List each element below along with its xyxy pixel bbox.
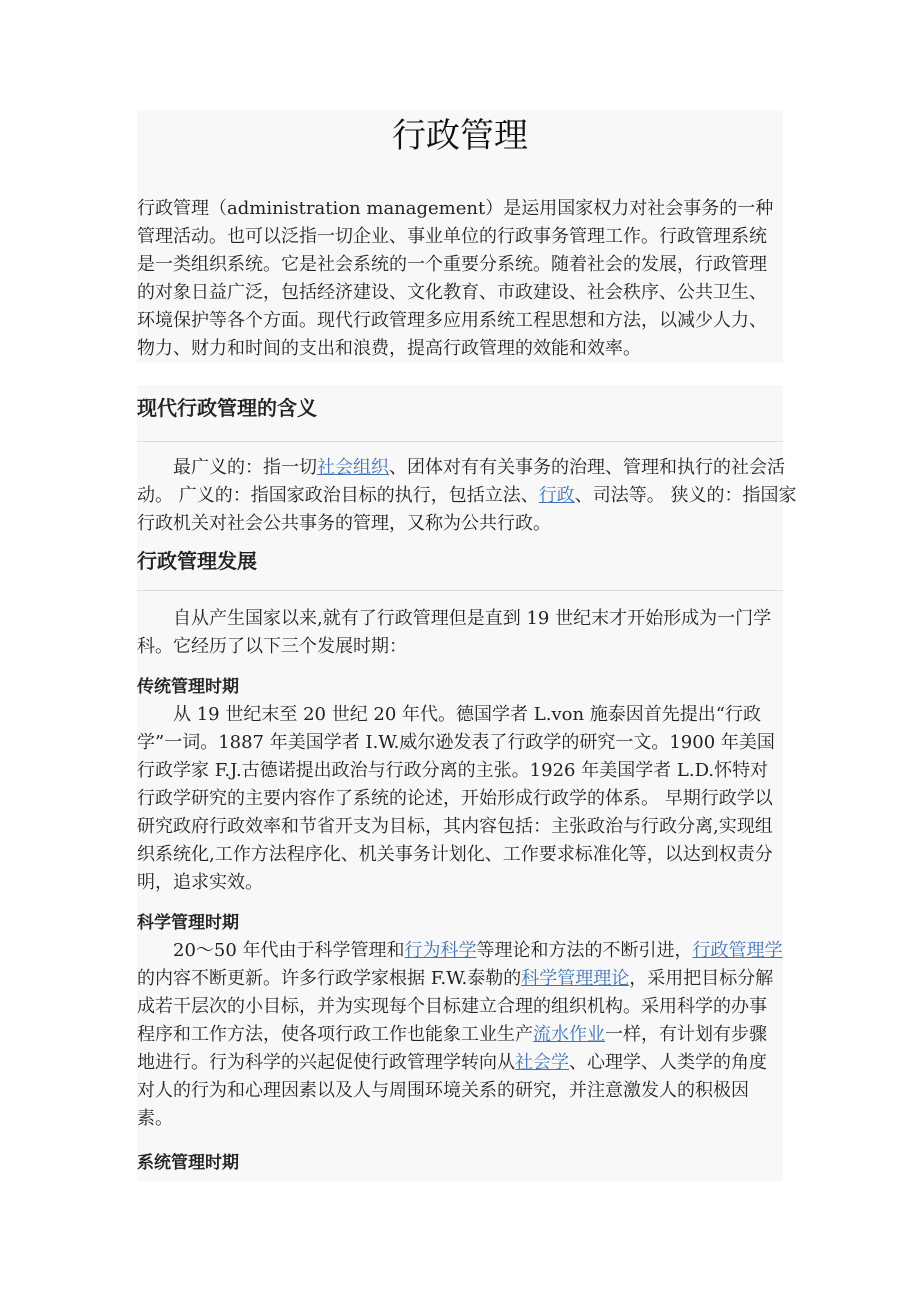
spacer xyxy=(137,897,783,909)
section-heading-block xyxy=(137,385,783,441)
period-heading-scientific: 科学管理时期 xyxy=(137,913,239,933)
scientific-text-6: 、心理学、人类学的角度对人的行为和心理因素以及人与周围环境关系的研究，并注意激发人的积极因素。 xyxy=(137,1052,767,1129)
period-heading-systems: 系统管理时期 xyxy=(137,1153,239,1173)
title-block xyxy=(137,110,783,192)
scientific-text-5: 一样，有计划有步骤地进行。行为科学的兴起促使行政管理学转向从 xyxy=(137,1024,767,1073)
section-heading-meaning: 现代行政管理的含义 xyxy=(137,396,317,420)
link-assembly-line[interactable]: 流水作业 xyxy=(533,1024,605,1045)
link-behavioral-science[interactable]: 行为科学 xyxy=(404,940,477,961)
period-heading-traditional: 传统管理时期 xyxy=(137,677,239,697)
link-scientific-management-theory[interactable]: 科学管理理论 xyxy=(521,968,630,989)
section-heading-development: 行政管理发展 xyxy=(137,549,257,573)
spacer xyxy=(137,1133,783,1149)
spacer xyxy=(137,661,783,673)
scientific-text-2: 等理论和方法的不断引进， xyxy=(476,940,693,961)
period-text-traditional: 从 19 世纪末至 20 世纪 20 年代。德国学者 L.von 施泰因首先提出“行政学”一词。1887 年美国学者 I.W.威尔逊发表了行政学的研究一文。1900 年美国行政学家 F.J.古德诺提出政治与行政分离的主张。1926 年美国学者 L.D.怀特对行政学研究的主要内容作了系统的论述，开始形成行政学的体系。 早期行政学以研究政府行政效率和节省开支为目标，其内容包括：主张政治与行政分离,实现组织系统化,工作方法程序化、机关事务计划化、工作要求标准化等，以达到权责分明，追求实效。 xyxy=(137,704,775,893)
meaning-block xyxy=(137,442,797,538)
development-block xyxy=(137,591,783,1181)
scientific-text-1: 20～50 年代由于科学管理和 xyxy=(173,940,405,961)
spacer xyxy=(137,363,783,385)
page-title: 行政管理 xyxy=(392,116,528,156)
link-administration[interactable]: 行政 xyxy=(538,485,575,506)
section-heading-block xyxy=(137,538,783,590)
document-page xyxy=(137,110,797,1181)
development-intro: 自从产生国家以来,就有了行政管理但是直到 19 世纪末才开始形成为一门学科。它经历了以下三个发展时期： xyxy=(137,608,772,657)
period-text-scientific xyxy=(137,937,783,1133)
meaning-text-3: 、司法等。 狭义的：指国家行政机关对社会公共事务的管理，又称为公共行政。 xyxy=(137,485,797,534)
scientific-text-3: 的内容不断更新。许多行政学家根据 F.W.泰勒的 xyxy=(137,968,522,989)
meaning-text-2: 、团体对有有关事务的治理、管理和执行的社会活动。 广义的：指国家政治目标的执行，包括立法、 xyxy=(137,457,785,506)
meaning-paragraph xyxy=(137,454,797,538)
link-social-organization[interactable]: 社会组织 xyxy=(317,457,389,478)
link-administration-management-studies[interactable]: 行政管理学 xyxy=(692,940,783,961)
meaning-text-1: 最广义的：指一切 xyxy=(173,457,317,478)
intro-paragraph: 行政管理（administration management）是运用国家权力对社会事务的一种管理活动。也可以泛指一切企业、事业单位的行政事务管理工作。行政管理系统是一类组织系统。它是社会系统的一个重要分系统。随着社会的发展，行政管理的对象日益广泛，包括经济建设、文化教育、市政建设、社会秩序、公共卫生、环境保护等各个方面。现代行政管理多应用系统工程思想和方法，以减少人力、物力、财力和时间的支出和浪费，提高行政管理的效能和效率。 xyxy=(137,198,774,359)
scientific-text-4: ，采用把目标分解成若干层次的小目标，并为实现每个目标建立合理的组织机构。采用科学的办事程序和工作方法，使各项行政工作也能象工业生产 xyxy=(137,968,774,1045)
intro-block xyxy=(137,192,783,363)
link-sociology[interactable]: 社会学 xyxy=(515,1052,569,1073)
